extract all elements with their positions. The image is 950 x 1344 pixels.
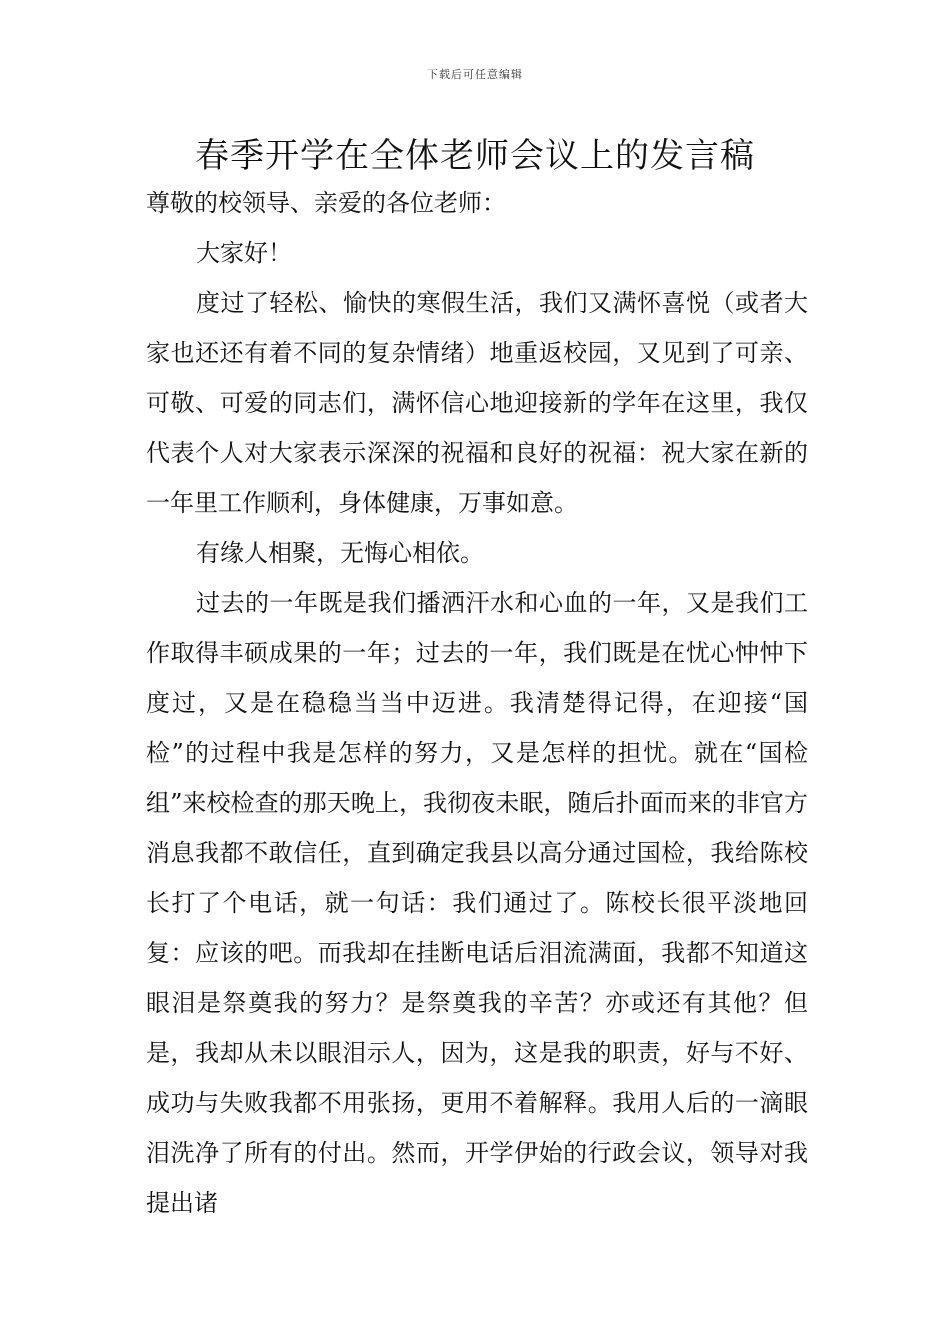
paragraph-2: 有缘人相聚，无悔心相依。: [196, 539, 484, 567]
document-body: [146, 178, 808, 1228]
header-note: 下载后可任意编辑: [427, 68, 523, 81]
greeting: 大家好！: [196, 239, 292, 267]
document-title: 春季开学在全体老师会议上的发言稿: [195, 136, 755, 176]
paragraph-1: 度过了轻松、愉快的寒假生活，我们又满怀喜悦（或者大家也还还有着不同的复杂情绪）地重返校园，又见到了可亲、可敬、可爱的同志们，满怀信心地迎接新的学年在这里，我仅代表个人对大家表示深深的祝福和良好的祝福：祝大家在新的一年里工作顺利，身体健康，万事如意。: [146, 289, 808, 517]
paragraph-3: 过去的一年既是我们播洒汗水和心血的一年，又是我们工作取得丰硕成果的一年；过去的一年，我们既是在忧心忡忡下度过，又是在稳稳当当中迈进。我清楚得记得，在迎接“国检”的过程中我是怎样的努力，又是怎样的担忧。就在“国检组”来校检查的那天晚上，我彻夜未眠，随后扑面而来的非官方消息我都不敢信任，直到确定我县以高分通过国检，我给陈校长打了个电话，就一句话：我们通过了。陈校长很平淡地回复：应该的吧。而我却在挂断电话后泪流满面，我都不知道这眼泪是祭奠我的努力？是祭奠我的辛苦？亦或还有其他？但是，我却从未以眼泪示人，因为，这是我的职责，好与不好、成功与失败我都不用张扬，更用不着解释。我用人后的一滴眼泪洗净了所有的付出。然而，开学伊始的行政会议，领导对我提出诸: [146, 589, 808, 1217]
salutation: 尊敬的校领导、亲爱的各位老师：: [146, 189, 506, 217]
